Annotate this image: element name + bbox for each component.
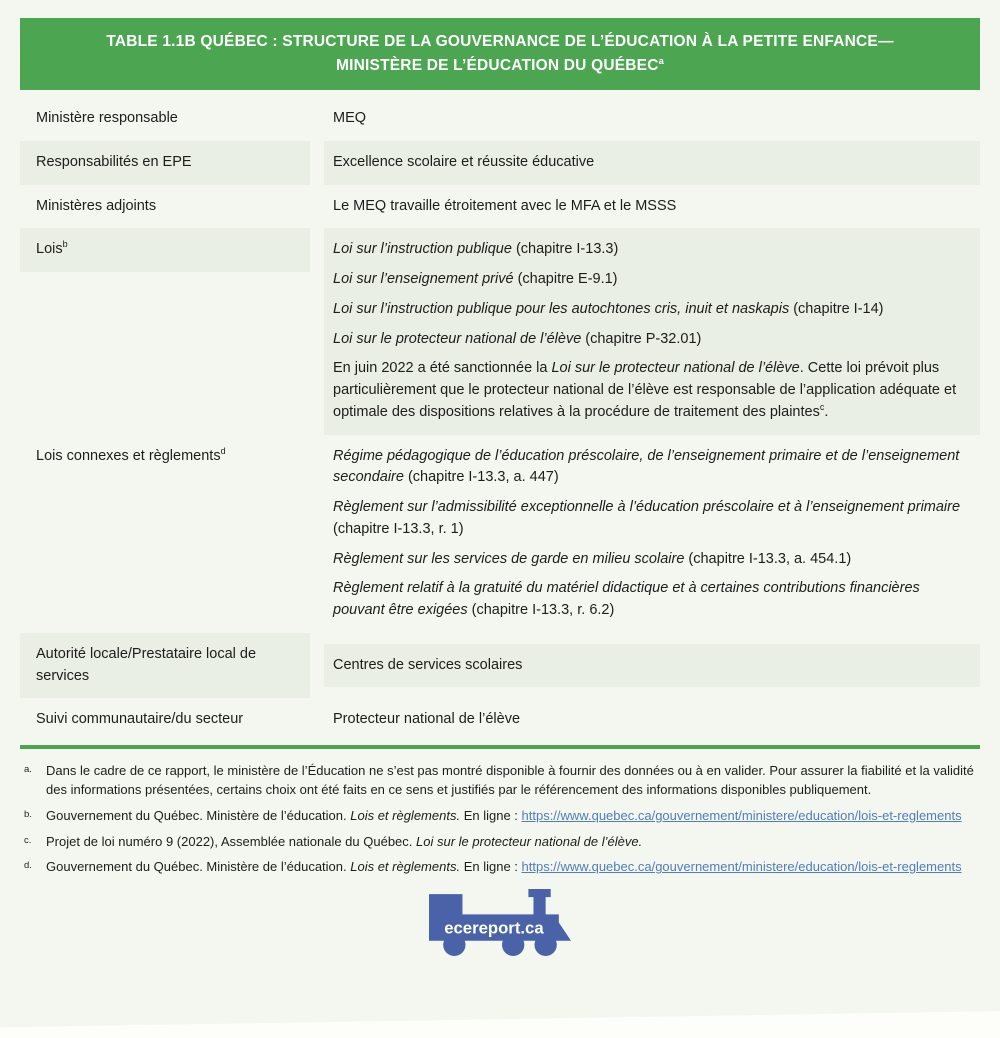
value-paragraph xyxy=(333,329,966,351)
governance-table xyxy=(20,18,980,742)
text-segment: Loi sur le protecteur national de l’élève. xyxy=(416,833,643,849)
text-segment: En juin 2022 a été sanctionnée la xyxy=(333,360,552,377)
text-segment: Suivi communautaire/du secteur xyxy=(36,711,244,728)
row-label xyxy=(20,185,310,229)
row-label xyxy=(20,228,310,272)
footnote-ref: b xyxy=(62,239,68,250)
text-segment: Règlement relatif à la gratuité du matériel didactique et à certaines contributions financières pouvant être exigées xyxy=(333,580,920,619)
table-title xyxy=(46,30,954,78)
row-label xyxy=(20,698,310,742)
text-segment: . Cette loi prévoit plus particulièrement que le protecteur national de l’élève est responsable de l’application adéquate et optimale des dispositions relatives à la procédure de traitement des plaintes xyxy=(333,360,957,420)
title-line-1: TABLE 1.1B QUÉBEC : STRUCTURE DE LA GOUVERNANCE DE L’ÉDUCATION À LA PETITE ENFANCE— xyxy=(106,33,894,50)
footnote-text xyxy=(46,807,976,826)
footnote-ref: c xyxy=(819,401,825,412)
text-segment: (chapitre I-13.3) xyxy=(511,241,619,258)
value-paragraph xyxy=(333,108,966,130)
text-segment: (chapitre P-32.01) xyxy=(581,330,702,347)
text-segment: Loi sur le protecteur national de l’élève xyxy=(333,330,582,347)
title-footnote-ref: a xyxy=(658,55,664,66)
text-segment: Règlement sur les services de garde en milieu scolaire xyxy=(333,550,685,567)
text-segment: (chapitre I-13.3, r. 6.2) xyxy=(467,602,615,619)
text-segment: Gouvernement du Québec. Ministère de l’éducation. xyxy=(46,859,351,875)
text-segment: Ministères adjoints xyxy=(36,197,157,214)
row-label xyxy=(20,435,310,479)
text-segment: . xyxy=(824,403,829,420)
footnote-a xyxy=(24,762,976,800)
text-segment: (chapitre I-13.3, a. 447) xyxy=(403,469,559,486)
text-segment: Loi sur l’instruction publique xyxy=(333,241,512,258)
table-row-autorite-locale xyxy=(20,633,980,699)
footnote-text xyxy=(46,762,976,800)
value-paragraph xyxy=(333,152,966,174)
table-row-responsabilites-epe xyxy=(20,141,980,185)
footnote-link[interactable]: https://www.quebec.ca/gouvernement/ministere/education/lois-et-reglements xyxy=(521,859,962,875)
text-segment: Projet de loi numéro 9 (2022), Assemblée nationale du Québec. xyxy=(46,833,417,849)
value-paragraph xyxy=(333,549,966,571)
table-row-lois-connexes-et-reglements xyxy=(20,435,980,633)
train-icon xyxy=(429,889,571,957)
text-segment: Le MEQ travaille étroitement avec le MFA et le MSSS xyxy=(333,197,677,214)
footnote-d xyxy=(24,858,976,877)
row-value xyxy=(324,644,980,688)
text-segment: Lois et règlements. xyxy=(350,807,461,823)
table-body xyxy=(20,97,980,742)
row-value xyxy=(324,228,980,434)
footnote-marker: c. xyxy=(24,834,32,846)
row-value xyxy=(324,185,980,229)
text-segment: Excellence scolaire et réussite éducative xyxy=(333,153,595,170)
table-header xyxy=(20,18,980,90)
text-segment: En ligne : xyxy=(460,807,522,823)
text-segment: Protecteur national de l’élève xyxy=(333,711,521,728)
text-segment: Loi sur l’instruction publique pour les autochtones cris, inuit et naskapis xyxy=(333,300,790,317)
table-row-lois xyxy=(20,228,980,434)
text-segment: (chapitre I-13.3, a. 454.1) xyxy=(684,550,852,567)
row-label xyxy=(20,141,310,185)
footnote-link[interactable]: https://www.quebec.ca/gouvernement/ministere/education/lois-et-reglements xyxy=(521,807,962,823)
text-segment: Règlement sur l’admissibilité exceptionnelle à l’éducation préscolaire et à l’enseignement primaire xyxy=(333,499,961,516)
row-value xyxy=(324,97,980,141)
footnotes xyxy=(20,749,980,877)
row-label xyxy=(20,633,310,699)
text-segment: Loi sur le protecteur national de l’élève xyxy=(551,360,800,377)
text-segment: MEQ xyxy=(333,110,367,127)
footnote-text xyxy=(46,858,976,877)
title-line-2: MINISTÈRE DE L’ÉDUCATION DU QUÉBEC xyxy=(336,57,659,75)
text-segment: (chapitre E-9.1) xyxy=(513,271,618,288)
text-segment: Dans le cadre de ce rapport, le ministère de l’Éducation ne s’est pas montré disponible à fournir des données ou à en valider. Pour assurer la fiabilité et la validité des informations présentées, certains choix ont été faits en ce sens et justifiés par le référencement des informations disponibles publiquement. xyxy=(46,763,974,797)
text-segment: Autorité locale/Prestataire local de services xyxy=(36,645,257,684)
text-segment: Gouvernement du Québec. Ministère de l’éducation. xyxy=(46,807,351,823)
text-segment: Lois xyxy=(36,241,63,258)
text-segment: Loi sur l’enseignement privé xyxy=(333,271,514,288)
footnote-c xyxy=(24,833,976,852)
table-row-suivi-communautaire xyxy=(20,698,980,742)
footnote-b xyxy=(24,807,976,826)
value-paragraph xyxy=(333,709,966,731)
text-segment: Régime pédagogique de l’éducation préscolaire, de l’enseignement primaire et de l’enseignement secondaire xyxy=(333,447,960,486)
footnote-marker: a. xyxy=(24,764,32,776)
row-label xyxy=(20,97,310,141)
table-row-ministere-responsable xyxy=(20,97,980,141)
footnote-ref: d xyxy=(220,445,226,456)
footnote-marker: d. xyxy=(24,860,32,872)
value-paragraph xyxy=(333,655,966,677)
footnote-marker: b. xyxy=(24,808,32,820)
row-value xyxy=(324,435,980,633)
logo-text: ecereport.ca xyxy=(444,918,544,938)
row-value xyxy=(324,698,980,742)
bottom-decoration xyxy=(0,1010,1000,1038)
text-segment: Centres de services scolaires xyxy=(333,656,523,673)
row-value xyxy=(324,141,980,185)
text-segment: Lois connexes et règlements xyxy=(36,447,221,464)
value-paragraph xyxy=(333,239,966,261)
value-paragraph xyxy=(333,358,966,423)
ecereport-logo xyxy=(20,889,980,957)
value-paragraph xyxy=(333,578,966,622)
text-segment: Lois et règlements. xyxy=(350,859,461,875)
text-segment: (chapitre I-13.3, r. 1) xyxy=(333,520,464,537)
value-paragraph xyxy=(333,196,966,218)
text-segment: Ministère responsable xyxy=(36,110,178,127)
value-paragraph xyxy=(333,269,966,291)
value-paragraph xyxy=(333,446,966,490)
table-row-ministeres-adjoints xyxy=(20,185,980,229)
text-segment: Responsabilités en EPE xyxy=(36,153,192,170)
value-paragraph xyxy=(333,497,966,541)
text-segment: (chapitre I-14) xyxy=(789,300,884,317)
value-paragraph xyxy=(333,299,966,321)
footnote-text xyxy=(46,833,976,852)
text-segment: En ligne : xyxy=(460,859,522,875)
